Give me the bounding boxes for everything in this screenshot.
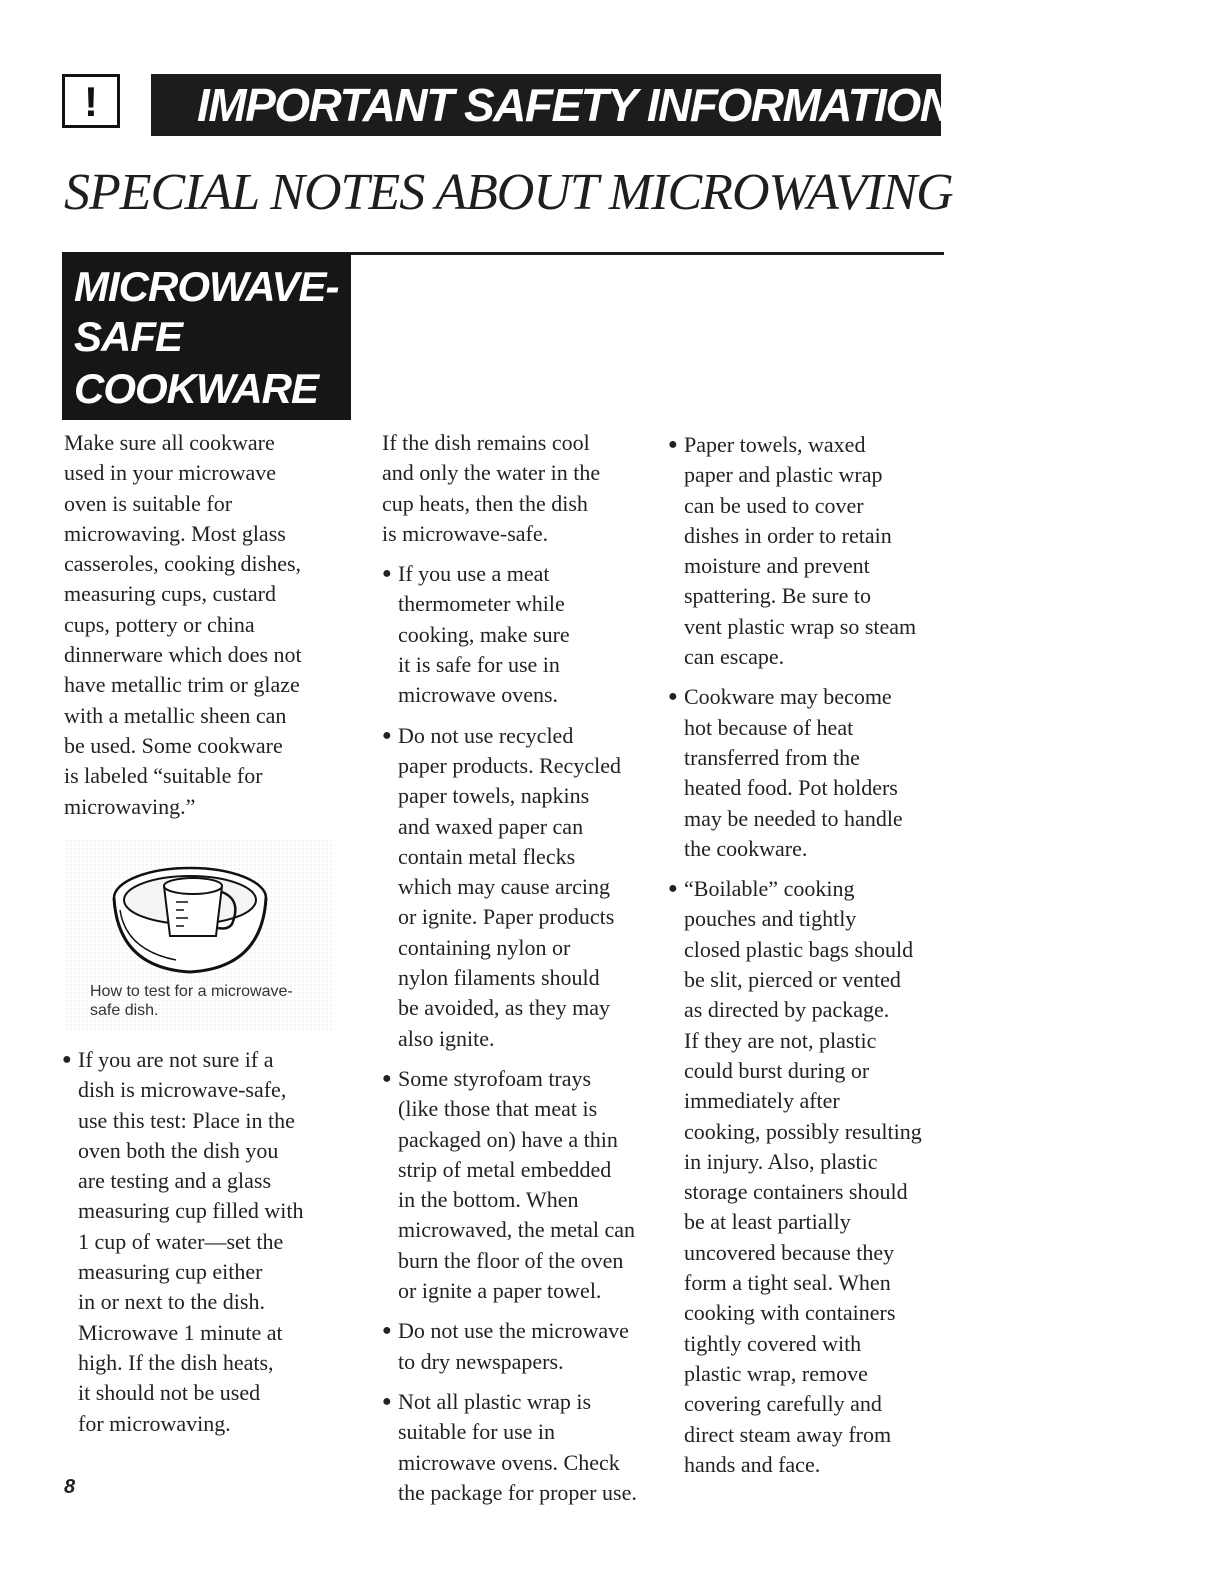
text-line: may be needed to handle bbox=[684, 805, 903, 831]
list-item bbox=[382, 721, 657, 1054]
text-line: heated food. Pot holders bbox=[684, 775, 898, 801]
text-line: in the bottom. When bbox=[398, 1187, 579, 1213]
list-item bbox=[668, 430, 958, 672]
column-3 bbox=[668, 430, 958, 1480]
text-line: direct steam away from bbox=[684, 1421, 892, 1447]
text-line: packaged on) have a thin bbox=[398, 1126, 618, 1152]
text-line: high. If the dish heats, bbox=[78, 1349, 274, 1375]
text-line: measuring cup either bbox=[78, 1259, 263, 1285]
text-line: or ignite a paper towel. bbox=[398, 1278, 602, 1304]
text-line: burn the floor of the oven bbox=[398, 1247, 624, 1273]
text-line: have metallic trim or glaze bbox=[64, 672, 300, 698]
text-line: or ignite. Paper products bbox=[398, 904, 615, 930]
text-line: hands and face. bbox=[684, 1451, 821, 1477]
text-line: paper and plastic wrap bbox=[684, 462, 883, 488]
continued-paragraph bbox=[382, 428, 657, 549]
caption-line: safe dish. bbox=[90, 1002, 159, 1019]
text-line: the package for proper use. bbox=[398, 1479, 637, 1505]
safety-banner bbox=[151, 74, 952, 136]
text-line: microwaved, the metal can bbox=[398, 1217, 636, 1243]
text-line: oven both the dish you bbox=[78, 1137, 279, 1163]
text-line: in or next to the dish. bbox=[78, 1289, 265, 1315]
list-item bbox=[668, 874, 958, 1480]
text-line: If they are not, plastic bbox=[684, 1027, 877, 1053]
page-number: 8 bbox=[64, 1476, 76, 1498]
text-line: moisture and prevent bbox=[684, 553, 870, 579]
text-line: hot because of heat bbox=[684, 714, 854, 740]
bullet-icon: ● bbox=[382, 1322, 392, 1340]
text-line: and waxed paper can bbox=[398, 813, 584, 839]
bullet-icon: ● bbox=[668, 688, 678, 706]
text-line: use this test: Place in the bbox=[78, 1107, 295, 1133]
text-line: be used. Some cookware bbox=[64, 732, 283, 758]
text-line: measuring cup filled with bbox=[78, 1198, 304, 1224]
text-line: transferred from the bbox=[684, 744, 860, 770]
text-line: microwaving. Most glass bbox=[64, 520, 286, 546]
text-line: closed plastic bags should bbox=[684, 936, 914, 962]
text-line: cooking, make sure bbox=[398, 621, 570, 647]
bullet-icon: ● bbox=[382, 726, 392, 744]
bullet-icon: ● bbox=[382, 565, 392, 583]
text-line: be avoided, as they may bbox=[398, 995, 610, 1021]
text-line: dinnerware which does not bbox=[64, 642, 302, 668]
text-line: cup heats, then the dish bbox=[382, 490, 588, 516]
list-item bbox=[382, 1387, 657, 1508]
text-line: can escape. bbox=[684, 644, 785, 670]
text-line: pouches and tightly bbox=[684, 906, 857, 932]
text-line: measuring cups, custard bbox=[64, 581, 276, 607]
text-line: (like those that meat is bbox=[398, 1096, 598, 1122]
text-line: Some styrofoam trays bbox=[398, 1065, 592, 1091]
text-line: Microwave 1 minute at bbox=[78, 1319, 283, 1345]
text-line: the cookware. bbox=[684, 835, 808, 861]
text-line: “Boilable” cooking bbox=[684, 876, 855, 902]
text-line: nylon filaments should bbox=[398, 965, 600, 991]
side-heading bbox=[62, 252, 351, 420]
text-line: Do not use recycled bbox=[398, 722, 574, 748]
text-line: with a metallic sheen can bbox=[64, 702, 287, 728]
text-line: immediately after bbox=[684, 1088, 840, 1114]
text-line: is microwave-safe. bbox=[382, 520, 549, 546]
list-item bbox=[382, 1316, 657, 1377]
text-line: microwave ovens. bbox=[398, 682, 559, 708]
text-line: cooking with containers bbox=[684, 1300, 896, 1326]
banner-title: IMPORTANT SAFETY INFORMATION bbox=[197, 79, 952, 131]
text-line: contain metal flecks bbox=[398, 843, 576, 869]
text-line: containing nylon or bbox=[398, 934, 571, 960]
column-2 bbox=[382, 428, 657, 1508]
column-1-bullets bbox=[62, 1045, 362, 1439]
text-line: be at least partially bbox=[684, 1209, 851, 1235]
text-line: it is safe for use in bbox=[398, 652, 560, 678]
text-line: cups, pottery or china bbox=[64, 611, 255, 637]
text-line: in injury. Also, plastic bbox=[684, 1148, 878, 1174]
alert-icon bbox=[62, 74, 120, 128]
side-heading-line: SAFE bbox=[74, 313, 183, 360]
text-line: plastic wrap, remove bbox=[684, 1360, 868, 1386]
text-line: which may cause arcing bbox=[398, 874, 610, 900]
text-line: as directed by package. bbox=[684, 997, 890, 1023]
text-line: it should not be used bbox=[78, 1380, 261, 1406]
text-line: paper products. Recycled bbox=[398, 752, 621, 778]
bullet-icon: ● bbox=[668, 436, 678, 453]
text-line: to dry newspapers. bbox=[398, 1348, 564, 1374]
text-line: covering carefully and bbox=[684, 1391, 882, 1417]
text-line: are testing and a glass bbox=[78, 1168, 272, 1194]
text-line: storage containers should bbox=[684, 1179, 908, 1205]
text-line: 1 cup of water—set the bbox=[78, 1228, 284, 1254]
text-line: thermometer while bbox=[398, 591, 565, 617]
text-line: microwave ovens. Check bbox=[398, 1449, 620, 1475]
text-line: Not all plastic wrap is bbox=[398, 1388, 592, 1414]
text-line: could burst during or bbox=[684, 1057, 870, 1083]
text-line: dishes in order to retain bbox=[684, 522, 892, 548]
side-heading-line: MICROWAVE- bbox=[74, 263, 339, 310]
text-line: paper towels, napkins bbox=[398, 783, 590, 809]
text-line: tightly covered with bbox=[684, 1330, 862, 1356]
list-item bbox=[382, 559, 657, 710]
text-line: If you use a meat bbox=[398, 561, 550, 587]
text-line: If you are not sure if a bbox=[78, 1047, 274, 1072]
text-line: strip of metal embedded bbox=[398, 1156, 612, 1182]
list-item bbox=[62, 1045, 362, 1439]
side-heading-line: COOKWARE bbox=[74, 365, 318, 412]
text-line: is labeled “suitable for bbox=[64, 763, 263, 789]
text-line: cooking, possibly resulting bbox=[684, 1118, 922, 1144]
text-line: Cookware may become bbox=[684, 684, 892, 710]
text-line: suitable for use in bbox=[398, 1419, 556, 1445]
text-line: can be used to cover bbox=[684, 492, 864, 518]
text-line: dish is microwave-safe, bbox=[78, 1077, 287, 1103]
caption-line: How to test for a microwave- bbox=[90, 983, 293, 1000]
text-line: be slit, pierced or vented bbox=[684, 967, 901, 993]
text-line: form a tight seal. When bbox=[684, 1270, 891, 1296]
text-line: Paper towels, waxed bbox=[684, 432, 866, 457]
text-line: casseroles, cooking dishes, bbox=[64, 551, 302, 577]
text-line: also ignite. bbox=[398, 1025, 495, 1051]
text-line: If the dish remains cool bbox=[382, 430, 590, 455]
microwave-dish-illustration bbox=[66, 840, 334, 1030]
list-item bbox=[382, 1064, 657, 1306]
list-item bbox=[668, 682, 958, 864]
text-line: vent plastic wrap so steam bbox=[684, 613, 917, 639]
text-line: oven is suitable for bbox=[64, 490, 233, 516]
bullet-icon: ● bbox=[382, 1392, 392, 1410]
text-line: spattering. Be sure to bbox=[684, 583, 871, 609]
text-line: uncovered because they bbox=[684, 1239, 895, 1265]
text-line: Do not use the microwave bbox=[398, 1318, 629, 1344]
exclamation-mark: ! bbox=[84, 78, 98, 125]
text-line: microwaving.” bbox=[64, 793, 196, 819]
bullet-icon: ● bbox=[62, 1051, 72, 1068]
bullet-icon: ● bbox=[382, 1069, 392, 1087]
text-line: and only the water in the bbox=[382, 460, 601, 486]
column-1-intro bbox=[64, 428, 364, 822]
text-line: Make sure all cookware bbox=[64, 430, 275, 455]
text-line: used in your microwave bbox=[64, 460, 276, 486]
bullet-icon: ● bbox=[668, 880, 678, 898]
section-title: SPECIAL NOTES ABOUT MICROWAVING bbox=[64, 164, 953, 221]
text-line: for microwaving. bbox=[78, 1410, 231, 1436]
figure-caption bbox=[90, 982, 330, 1020]
